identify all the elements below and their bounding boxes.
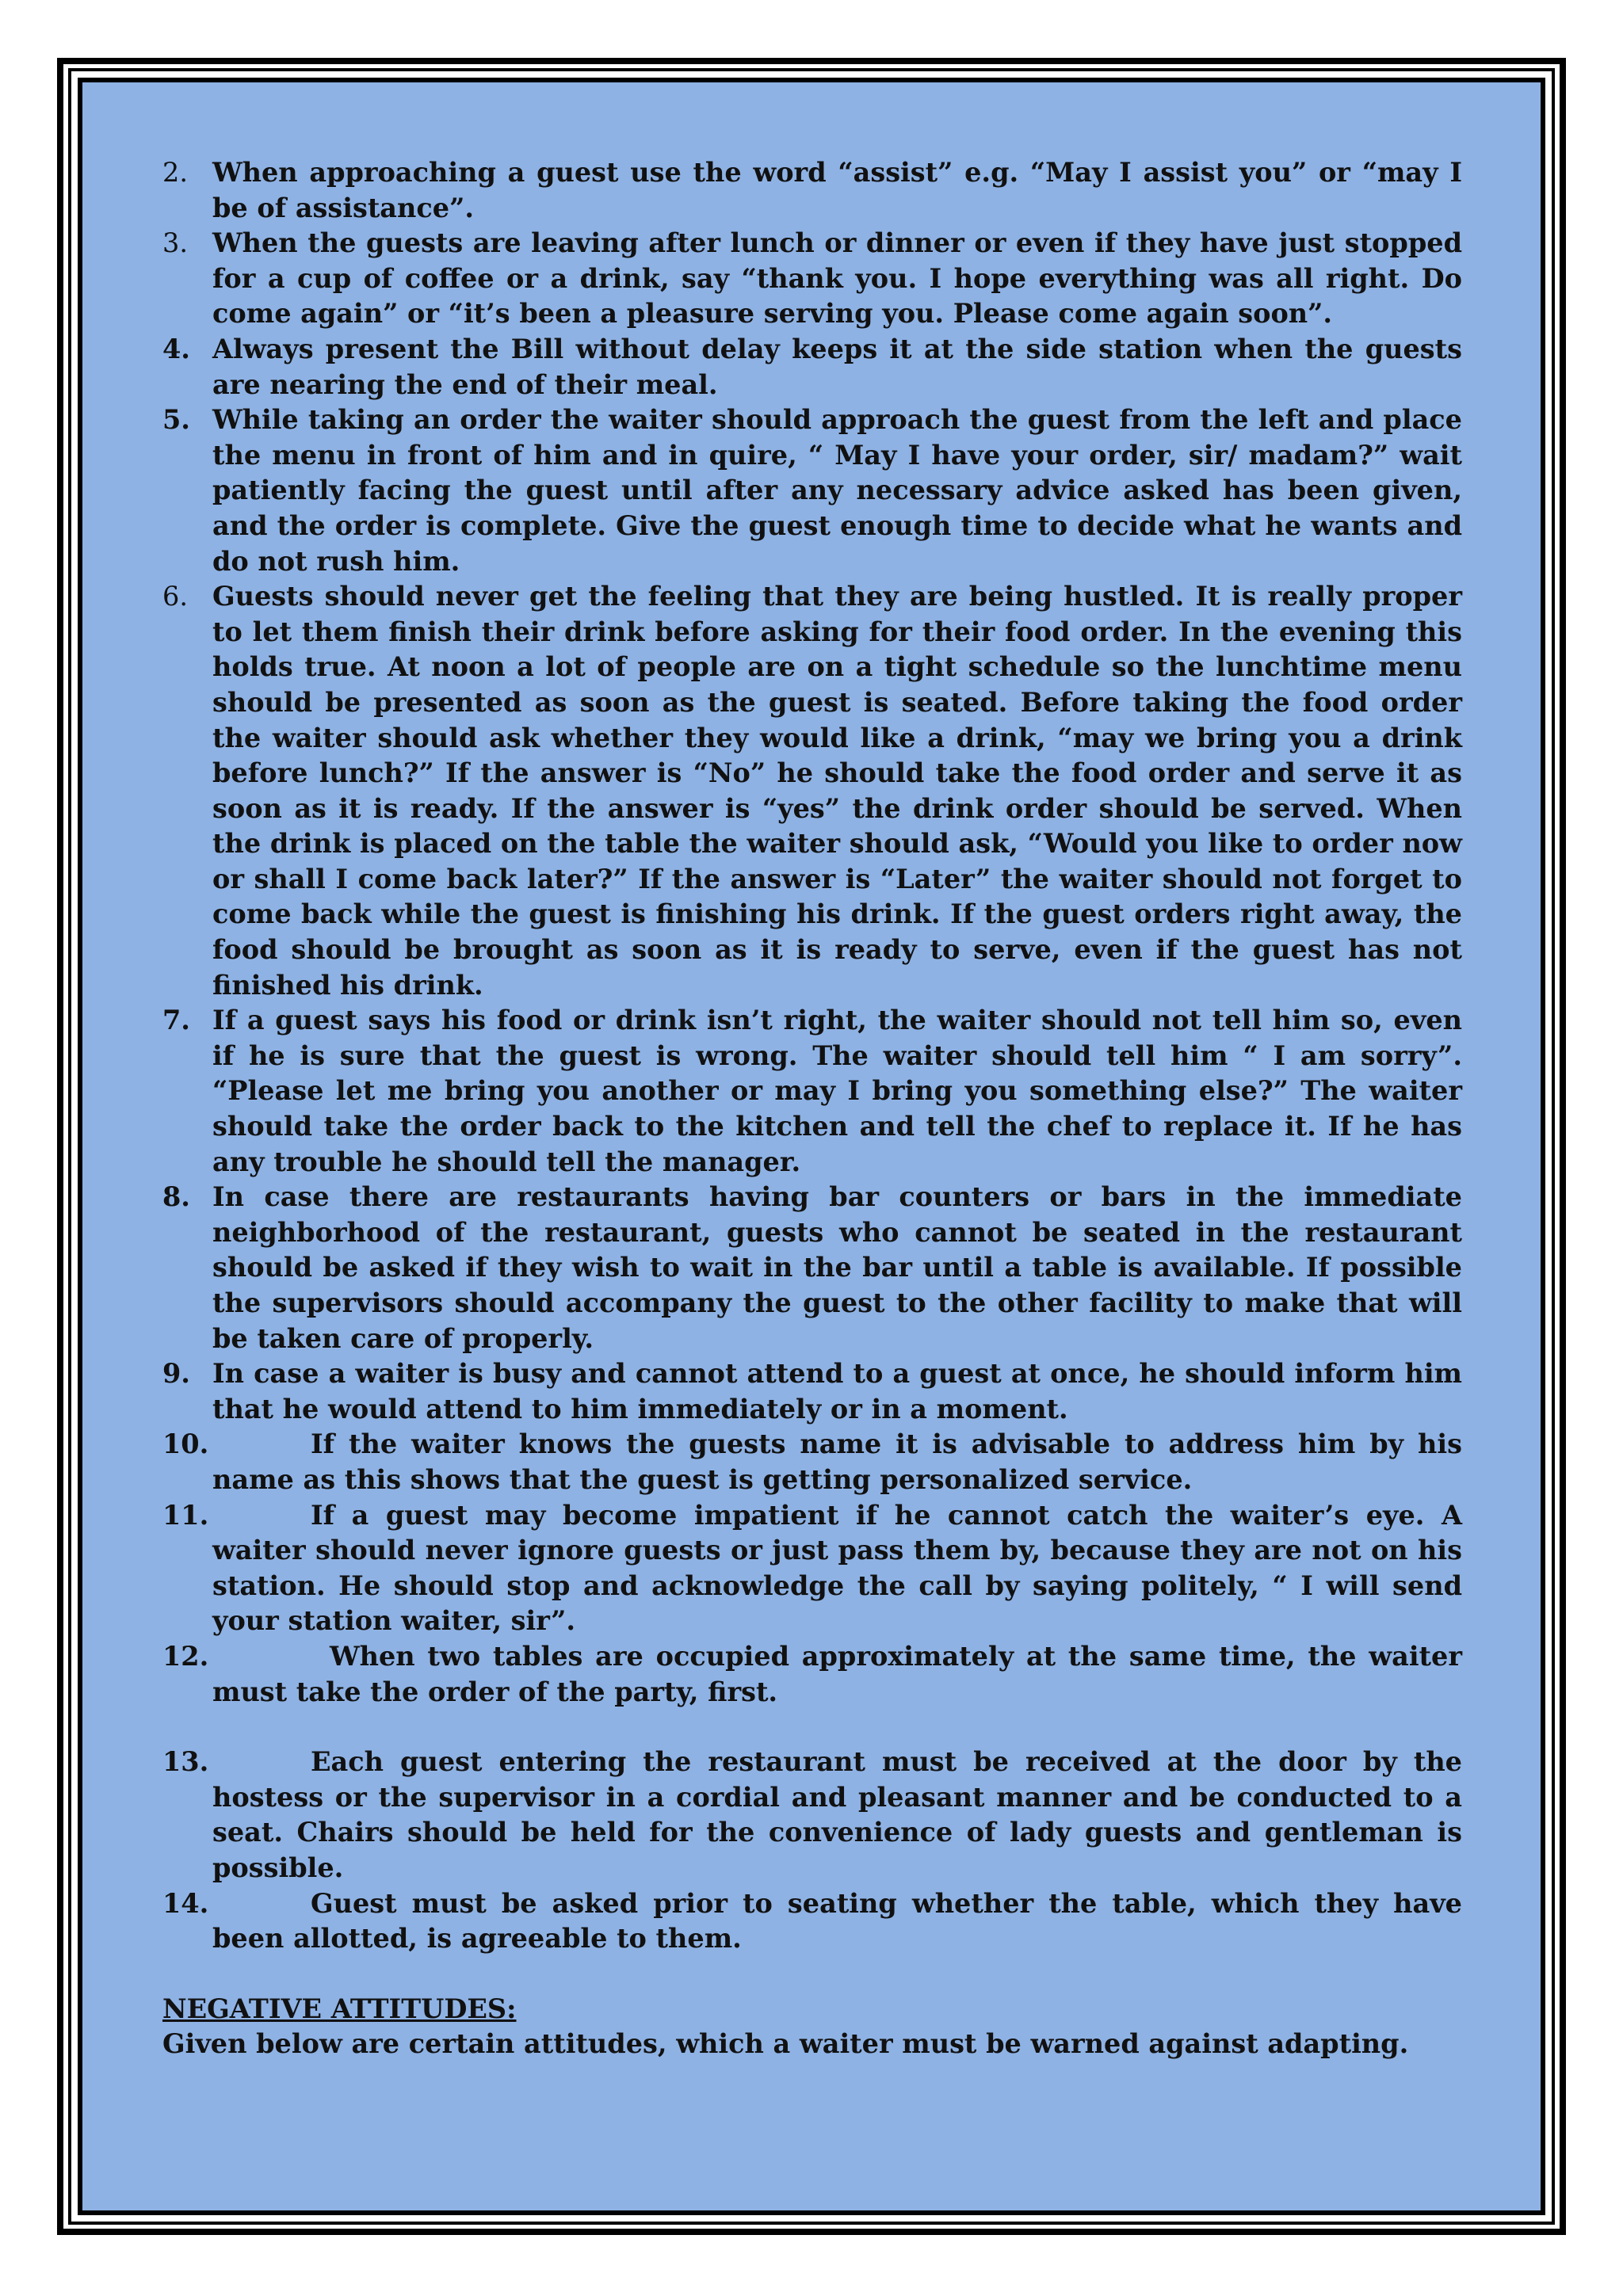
item-number: 8. — [162, 1181, 190, 1213]
list-item-8 — [162, 1180, 1462, 1356]
list-item-5 — [162, 402, 1462, 579]
item-text-body: Each guest entering the restaurant must be received at the door by the hostess or the supervisor in a cordial and pleasant manner and be conducted to a seat. Chairs should be held for the convenience of lady guests and gentleman is possible. — [212, 1746, 1462, 1883]
item-number: 11. — [162, 1499, 209, 1531]
list-item-12 — [162, 1639, 1462, 1710]
item-number: 10. — [162, 1428, 209, 1460]
item-text: Guests should never get the feeling that they are being hustled. It is really proper to let them finish their drink before asking for their food order. In the evening this holds true. At noon a lot of people are on a tight schedule so the lunchtime menu should be presented as soon as the guest is seated. Before taking the food order the waiter should ask whether they would like a drink, “may we bring you a drink before lunch?” If the answer is “No” he should take the food order and serve it as soon as it is ready. If the answer is “yes” the drink order should be served. When the drink is placed on the table the waiter should ask, “Would you like to order now or shall I come back later?” If the answer is “Later” the waiter should not forget to come back while the guest is finishing his drink. If the guest orders right away, the food should be brought as soon as it is ready to serve, even if the guest has not finished his drink. — [212, 581, 1462, 1001]
item-text: In case there are restaurants having bar counters or bars in the immediate neighborhood of the restaurant, guests who cannot be seated in the restaurant should be asked if they wish to wait in the bar until a table is available. If possible the supervisors should accompany the guest to the other facility to make that will be taken care of properly. — [212, 1181, 1462, 1354]
item-text: When approaching a guest use the word “assist” e.g. “May I assist you” or “may I be of assistance”. — [212, 157, 1462, 223]
item-text: When the guests are leaving after lunch or dinner or even if they have just stopped for a cup of coffee or a drink, say “thank you. I hope everything was all right. Do come again” or “it’s been a pleasure serving you. Please come again soon”. — [212, 227, 1462, 330]
item-text: While taking an order the waiter should approach the guest from the left and place the menu in front of him and in quire, “ May I have your order, sir/ madam?” wait patiently facing the guest until after any necessary advice asked has been given, and the order is complete. Give the guest enough time to decide what he wants and do not rush him. — [212, 404, 1462, 577]
item-text — [212, 1639, 1462, 1710]
item-text-body: If the waiter knows the guests name it is advisable to address him by his name as this shows that the guest is getting personalized service. — [212, 1428, 1462, 1495]
item-text: In case a waiter is busy and cannot attend to a guest at once, he should inform him that he would attend to him immediately or in a moment. — [212, 1358, 1462, 1425]
item-number: 14. — [162, 1887, 209, 1919]
list-item-10 — [162, 1427, 1462, 1497]
list-item-3 — [162, 226, 1462, 332]
item-number: 6. — [162, 581, 188, 612]
item-text: Always present the Bill without delay keeps it at the side station when the guests are nearing the end of their meal. — [212, 333, 1462, 400]
list-item-13 — [162, 1745, 1462, 1886]
section-heading: NEGATIVE ATTITUDES: — [162, 1993, 517, 2024]
list-item-11 — [162, 1498, 1462, 1639]
item-text: If a guest says his food or drink isn’t right, the waiter should not tell him so, even if he is sure that the guest is wrong. The waiter should tell him “ I am sorry”. “Please let me bring you another or may I bring you something else?” The waiter should take the order back to the kitchen and tell the chef to replace it. If he has any trouble he should tell the manager. — [212, 1005, 1462, 1177]
item-number: 12. — [162, 1640, 209, 1672]
item-text-body: If a guest may become impatient if he cannot catch the waiter’s eye. A waiter should never ignore guests or just pass them by, because they are not on his station. He should stop and acknowledge the call by saying politely, “ I will send your station waiter, sir”. — [212, 1499, 1462, 1637]
item-number: 2. — [162, 157, 188, 188]
item-text — [212, 1498, 1462, 1639]
document-body — [162, 155, 1462, 2062]
item-number: 13. — [162, 1746, 209, 1778]
item-number: 7. — [162, 1005, 190, 1036]
item-text-body: When two tables are occupied approximately at the same time, the waiter must take the order of the party, first. — [212, 1640, 1462, 1707]
item-number: 5. — [162, 404, 190, 436]
closing-paragraph: Given below are certain attitudes, which a waiter must be warned against adapting. — [162, 2028, 1409, 2060]
item-text — [212, 1427, 1462, 1497]
list-item-14 — [162, 1886, 1462, 1957]
item-text-body: Guest must be asked prior to seating whether the table, which they have been allotted, is agreeable to them. — [212, 1887, 1462, 1955]
spacer — [162, 1710, 1462, 1745]
list-item-6 — [162, 579, 1462, 1003]
list-item-4 — [162, 332, 1462, 402]
item-number: 3. — [162, 227, 188, 259]
item-number: 4. — [162, 333, 190, 364]
item-text — [212, 1886, 1462, 1957]
list-item-2 — [162, 155, 1462, 226]
item-number: 9. — [162, 1358, 190, 1390]
list-item-9 — [162, 1356, 1462, 1427]
list-item-7 — [162, 1003, 1462, 1180]
item-text — [212, 1745, 1462, 1886]
